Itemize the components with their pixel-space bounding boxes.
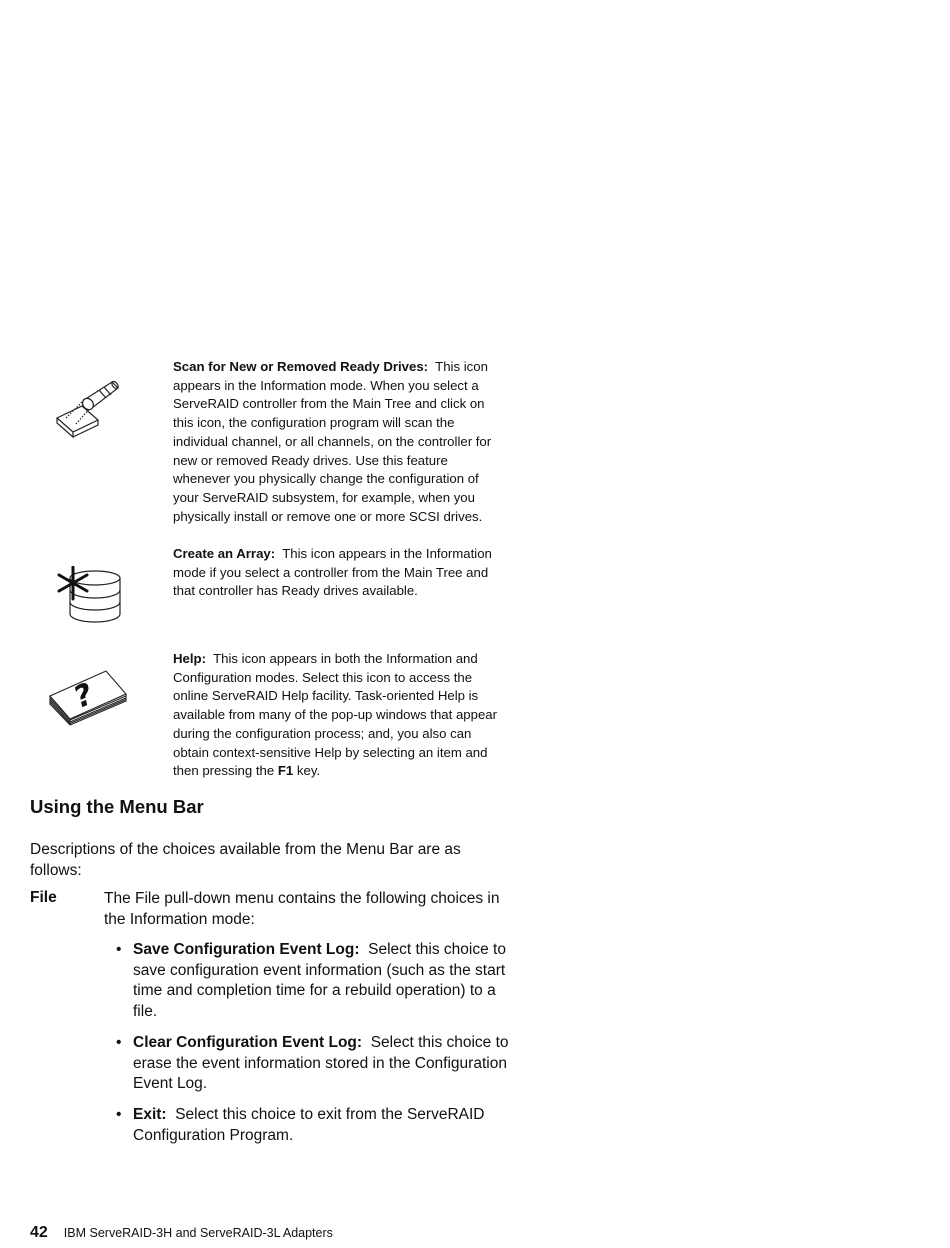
list-item-text: time and completion time for a rebuild operation) to a	[133, 982, 496, 999]
create-array-title: Create an Array:	[173, 546, 276, 561]
help-line: key.	[296, 763, 321, 779]
footer-title: IBM ServeRAID-3H and ServeRAID-3L Adapters	[63, 1226, 333, 1240]
help-line: online ServeRAID Help facility. Task-oriented Help is	[173, 688, 479, 704]
list-item-text: Select this choice to	[368, 941, 506, 958]
list-item-text: Select this choice to exit from the ServeRAID	[175, 1106, 485, 1123]
help-text: This icon appears in both the Information and	[213, 651, 478, 666]
scan-drives-line: whenever you physically change the configuration of	[173, 471, 479, 487]
bullet-mark: •	[116, 1106, 122, 1123]
page-footer	[30, 1224, 333, 1242]
create-array-line: that controller has Ready drives available.	[173, 583, 418, 599]
create-array-description	[173, 545, 553, 601]
help-description	[173, 650, 553, 781]
list-item-text: file.	[133, 1002, 158, 1020]
intro-line: follows:	[30, 861, 82, 879]
create-array-icon	[54, 566, 124, 626]
scan-drives-line: your ServeRAID subsystem, for example, when you	[173, 489, 475, 505]
help-line: available from many of the pop-up windows that appear	[173, 707, 498, 723]
definition-line: The File pull-down menu contains the following choices in	[104, 890, 500, 907]
list-item-text: erase the event information stored in the Configuration	[133, 1054, 507, 1072]
help-line: obtain context-sensitive Help by selecting an item and	[173, 744, 488, 760]
help-book-icon	[46, 668, 130, 726]
list-item-label: Clear Configuration Event Log:	[133, 1034, 363, 1051]
list-item-label: Save Configuration Event Log:	[133, 941, 360, 958]
scan-drives-title: Scan for New or Removed Ready Drives:	[173, 359, 429, 374]
list-item-label: Exit:	[133, 1106, 167, 1123]
f1-key-label: F1	[277, 763, 294, 779]
list-item-text: Event Log.	[133, 1075, 208, 1092]
scan-drives-line: individual channel, or all channels, on the controller for	[173, 433, 492, 449]
create-array-text: This icon appears in the Information	[282, 546, 492, 561]
scan-drives-line: physically install or remove one or more SCSI drives.	[173, 508, 483, 524]
bullet-mark: •	[116, 941, 122, 958]
list-item-text: save configuration event information (such as the start	[133, 961, 506, 979]
definition-line: the Information mode:	[104, 910, 255, 928]
help-line: then pressing the	[173, 763, 275, 779]
section-intro	[30, 840, 550, 881]
scan-drives-line: new or removed Ready drives. Use this feature	[173, 452, 448, 468]
intro-line: Descriptions of the choices available from the Menu Bar are as	[30, 841, 461, 858]
list-item-text: Configuration Program.	[133, 1126, 294, 1144]
section-heading: Using the Menu Bar	[30, 796, 204, 817]
scan-drives-line: this icon, the configuration program will scan the	[173, 415, 455, 431]
help-line: Configuration modes. Select this icon to access the	[173, 669, 473, 685]
file-term-definition	[104, 889, 554, 930]
list-item-text: Select this choice to	[370, 1034, 509, 1051]
file-term: File	[30, 889, 57, 906]
scan-drives-text: This icon	[435, 359, 488, 374]
create-array-line: mode if you select a controller from the Main Tree and	[173, 564, 489, 580]
scan-drives-line: appears in the Information mode. When you select a	[173, 377, 479, 393]
scan-drives-line: ServeRAID controller from the Main Tree and click on	[173, 396, 485, 412]
bullet-mark: •	[116, 1034, 122, 1051]
page-number: 42	[30, 1224, 48, 1241]
svg-text:?: ?	[71, 675, 96, 717]
help-title: Help:	[173, 651, 206, 666]
flashlight-scan-icon	[54, 376, 124, 440]
help-line: during the configuration process; and, you also can	[173, 725, 472, 741]
scan-drives-description	[173, 358, 553, 526]
